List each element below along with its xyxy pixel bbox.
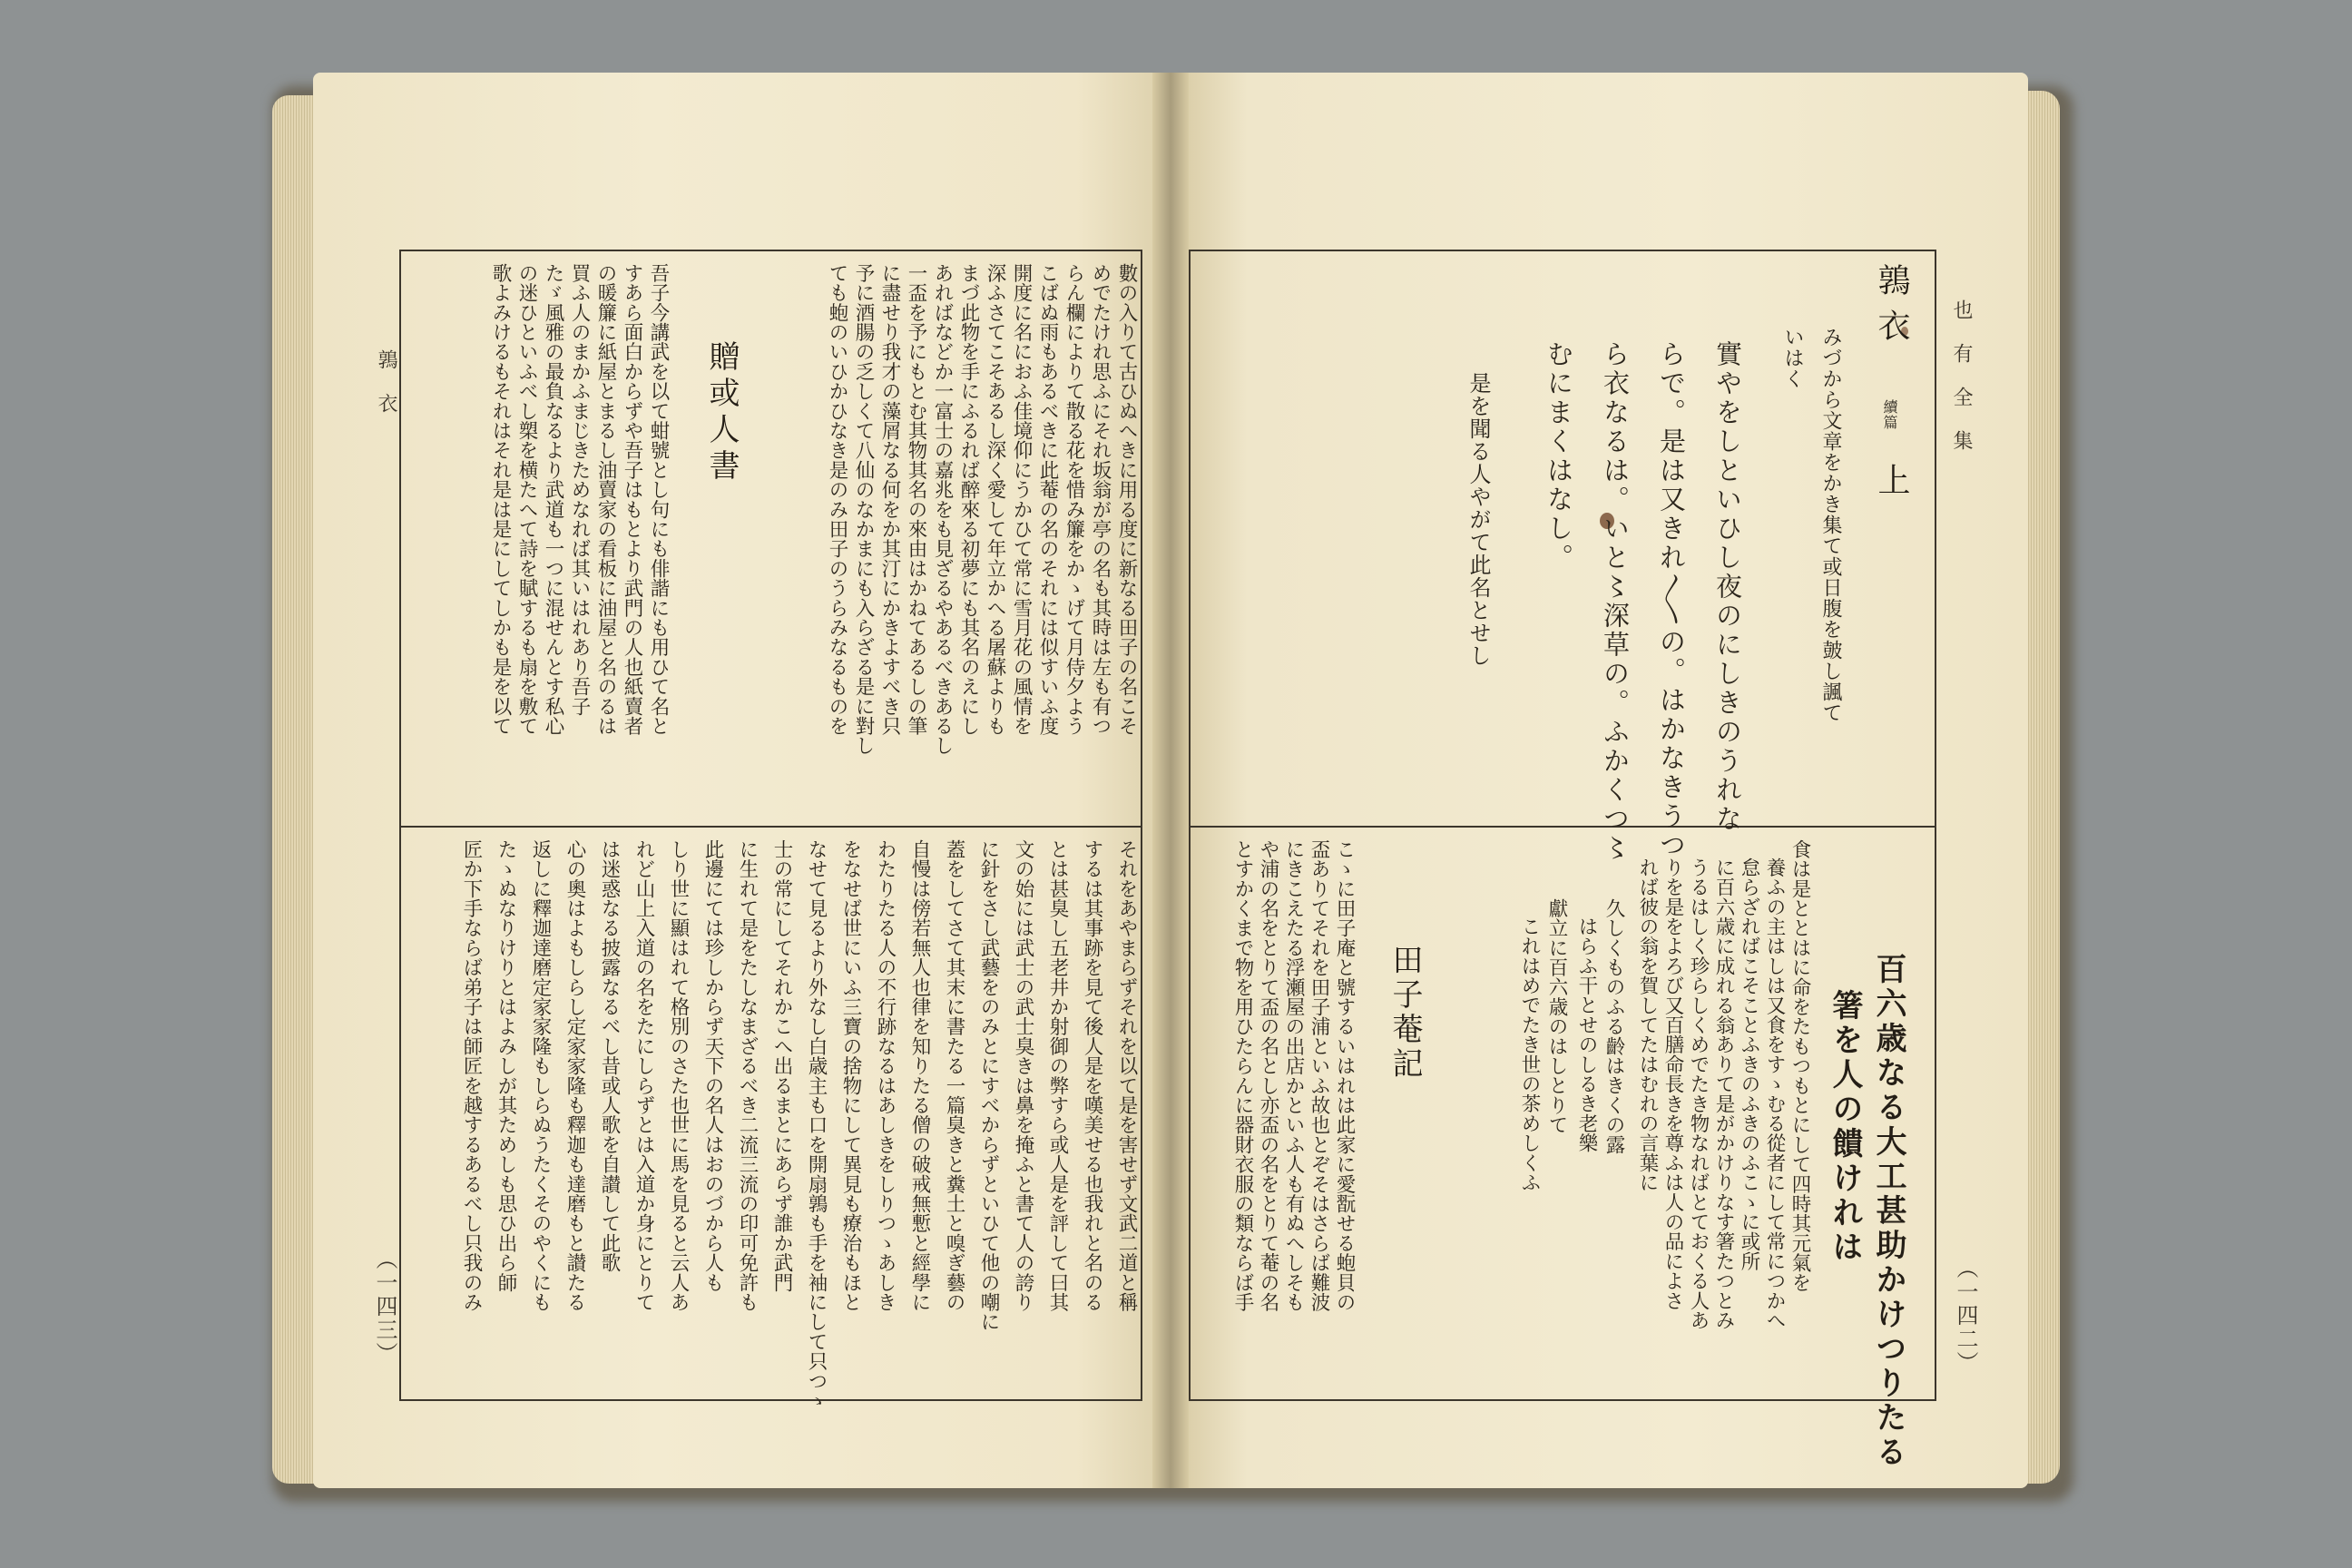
- body-line: りを是をよろび又百膳命長きを尊ふは人の品によさ: [1661, 858, 1684, 1311]
- body-line: 吾子今講武を以て蚶號とし句にも俳諧にも用ひて名と: [647, 263, 670, 736]
- body-line: 此邊にては珍しからず天下の名人はおのづから人も: [701, 839, 724, 1293]
- body-line: わたりたる人の不行跡なるはあしきをしりつゝあしき: [874, 839, 897, 1312]
- body-line: 心の奧はよもしらし定家家隆も釋迦も達磨もと讃たる: [564, 839, 586, 1312]
- essay-line: こゝに田子庵と號するいはれは此家に愛翫せる蚫貝の: [1333, 839, 1356, 1312]
- right-frame-divider: [1189, 826, 1935, 828]
- section-heading: 箸を人の饋けれは: [1827, 989, 1863, 1265]
- closing-line: 是を聞る人やがて此名とせし: [1465, 372, 1491, 667]
- body-line: 怠らざればこそことふきのふきのふこゝに或所: [1738, 858, 1760, 1271]
- body-line: 開度に名におふ佳境仰にうかひて常に雪月花の風情を: [1010, 263, 1033, 736]
- body-line: 自慢は傍若無人也律を知りたる僧の破戒無慙と經學に: [908, 839, 931, 1312]
- running-header-left: 鶉衣: [375, 349, 397, 436]
- body-line: は迷惑なる披露なるべし昔或人歌を自讃して此歌: [598, 839, 621, 1273]
- poem-line: むにまくはなし。: [1544, 340, 1574, 573]
- body-line: れど山上入道の名をたにしらずとは入道か身にとりて: [632, 839, 655, 1312]
- verse-line: はらふ干とせのしるき老樂: [1575, 916, 1598, 1153]
- body-line: めでたけれ思ふにそれ坂翁が亭の名も其時は左も有つ: [1089, 263, 1112, 736]
- section-heading: 百六歳なる大工甚助かけつりたる: [1870, 953, 1906, 1470]
- verse-line: 獻立に百六歳のはしとりて: [1545, 898, 1568, 1135]
- body-line: 匠か下手ならば弟子は師匠を越するあるべし只我のみ: [460, 839, 483, 1312]
- body-line: あればなどか一富士の嘉兆をも見ざるやあるべきあるし: [931, 263, 954, 756]
- running-header-right: 也有全集: [1950, 299, 1973, 474]
- book-gutter: [1152, 73, 1189, 1488]
- body-line: たゞ風雅の最負なるより武道も一つに混せんとす私心: [542, 263, 564, 736]
- body-line: らん欄によりて散る花を惜み簾をかゝげて月侍夕よう: [1063, 263, 1085, 736]
- body-line: しり世に顯はれて格別のさた也世に馬を見ると云人あ: [667, 839, 690, 1312]
- body-line: をなせば世にいふ三寶の捨物にして異見も療治もほと: [839, 839, 862, 1312]
- body-line: なせて見るより外なし白歳主も口を開扇鶉も手を袖にして只つゝ: [805, 839, 828, 1411]
- title: 鶉衣: [1873, 263, 1910, 354]
- verse-line: 久しくものふる齡はきくの露: [1602, 898, 1625, 1155]
- page-number-right: （一四二）: [1953, 1257, 1978, 1375]
- body-line: 士の常にしてそれかこへ出るまとにあらず誰か武門: [770, 839, 793, 1293]
- body-line: ても蚫のいひかひなき是のみ田子のうらみなるものを: [826, 263, 848, 736]
- body-line: 一盃を予にもとむ其物其名の來由はかねてあるしの筆: [905, 263, 927, 736]
- volume-mark: 上: [1873, 463, 1910, 508]
- body-line: 數の入りて古ひぬへきに用る度に新なる田子の名こそ: [1115, 263, 1138, 736]
- body-line: するは其事跡を見て後人是を嘆美せる也我れと名のる: [1081, 839, 1103, 1312]
- body-line: れば彼の翁を賀してたはむれの言葉に: [1636, 858, 1659, 1192]
- body-line: とは甚臭し五老井か射御の弊すら或人是を評して曰其: [1046, 839, 1069, 1312]
- essay-title: 贈或人書: [703, 340, 740, 485]
- essay-line: や浦の名をとりて盃の名とし亦盃の名をとりて菴の名: [1257, 839, 1279, 1312]
- body-line: 買ふ人のまかふまじきためなれば其いはれあり吾子: [568, 263, 591, 717]
- body-line: に百六歳に成れる翁ありて是がかけりなす箸たつとみ: [1712, 858, 1735, 1330]
- body-line: こばぬ雨もあるべきに此菴の名のそれには似すいふ度: [1036, 263, 1059, 736]
- body-line: うるはしく珍らしくめでたき物なればとておくる人あ: [1687, 858, 1710, 1330]
- essay-line: 盃ありてそれを田子浦といふ故也とぞそはさらば難波: [1308, 839, 1330, 1312]
- poem-line: ら衣なるは。いと〻深草の。ふかくつ〻: [1600, 340, 1631, 863]
- essay-line: にきこえたる浮瀬屋の出店かといふ人も有ぬへしそも: [1282, 839, 1305, 1312]
- essay-line: とすかくまで物を用ひたらんに器財衣服の類ならば手: [1231, 839, 1254, 1312]
- verse-line: これはめでたき世の茶めしくふ: [1518, 916, 1541, 1192]
- body-line: に盡せり我才の藻屑なる何をか其汀にかきよすべき只: [878, 263, 901, 736]
- body-line: の迷ひといふべし槊を横たへて詩を賦するも扇を敷て: [515, 263, 538, 736]
- body-line: に針をさし武藝をのみとにすべからずといひて他の嘲に: [977, 839, 1000, 1332]
- body-line: 文の始には武士の武士臭きは鼻を掩ふと書て人の誇り: [1012, 839, 1034, 1312]
- body-line: 養ふの主はしは又食をすゝむる從者にして常につかへ: [1763, 858, 1786, 1330]
- essay-title: 田子菴記: [1387, 944, 1423, 1082]
- body-line: 蓋をしてさて其末に書たる一篇臭きと糞土と嗅ぎ藝の: [943, 839, 965, 1312]
- body-line: 深ふさてこそあるし深く愛して年立かへる屠蘇よりも: [984, 263, 1006, 736]
- page-number-left: （一四三）: [372, 1248, 397, 1366]
- left-frame-divider: [399, 826, 1141, 828]
- poem-line: 實やをしといひし夜のにしきのうれな: [1712, 340, 1743, 834]
- poem-line: らで。是は又きれ〳〵の。はかなきうつ: [1656, 340, 1687, 860]
- body-line: 予に酒腸の乏しくて八仙のなかまにも入らざる是に對し: [852, 263, 875, 756]
- body-line: 返しに釋迦達磨定家家隆もしらぬうたくそのやくにも: [529, 839, 552, 1312]
- body-line: 食は是ととはに命をたもつもとにして四時其元氣を: [1788, 839, 1811, 1293]
- body-line: まづ此物を手にふるれば醉來る初夢にも其名のえにし: [957, 263, 980, 736]
- intro-line: みづから文章をかき集て或日腹を皷し諷て: [1819, 327, 1842, 723]
- body-line: すあら面白からずや吾子はもとより武門の人也紙賣者: [621, 263, 643, 736]
- body-line: の暖簾に紙屋とまるし油賣家の看板に油屋と名のるは: [594, 263, 617, 736]
- body-line: たゝぬなりけりとはよみしが其ためしも思ひ出ら師: [495, 839, 517, 1293]
- body-line: それをあやまらずそれを以て是を害せず文武二道と稱: [1115, 839, 1138, 1312]
- body-line: 歌よみけるもそれはそれ是は是にしてしかも是を以て: [489, 263, 512, 736]
- body-line: に生れて是をたしなまざるべき二流三流の印可免許も: [736, 839, 759, 1312]
- intro-line: いはく: [1781, 327, 1804, 389]
- subtitle: 續篇: [1881, 399, 1898, 430]
